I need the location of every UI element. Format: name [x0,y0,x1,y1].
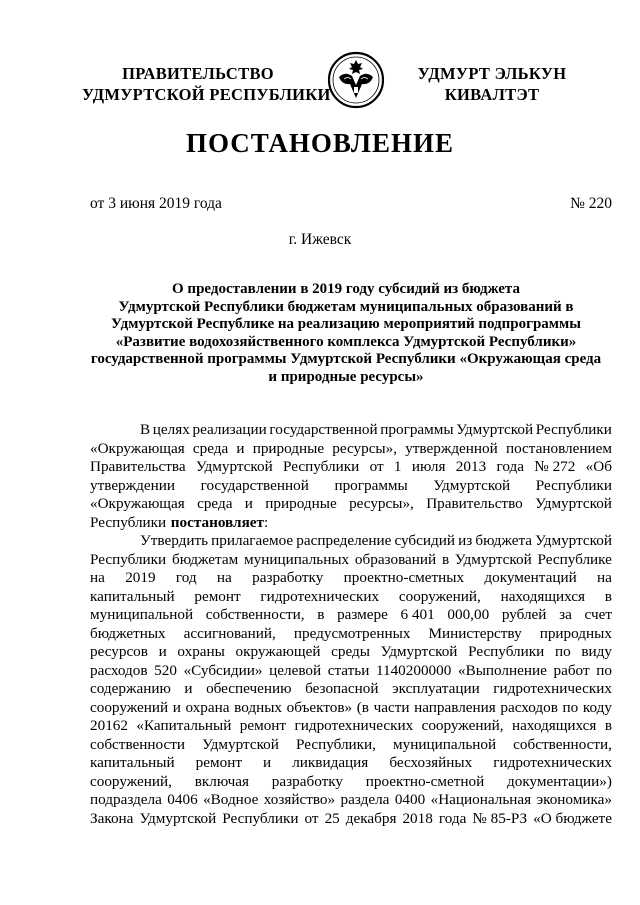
body-word: Республики [468,643,545,660]
body-word: эксплуатации [392,680,480,697]
body-word: работ [553,661,590,679]
body-word: рублей [501,606,547,623]
body-line [90,643,612,662]
body-word: бюджетам [171,550,239,568]
body-line [90,680,612,699]
body-word: подраздела [90,791,162,808]
subject-line: «Развитие водохозяйственного комплекса Удмуртской Республики» [115,333,577,350]
body-word: 6 401 [400,606,435,623]
body-word: сооружений, [90,772,172,790]
body-word: декабря [345,809,397,827]
body-word: раздела [340,791,390,808]
body-word: гидротехнических [493,680,612,697]
body-word: по [554,643,571,660]
body-word: муниципальной [90,606,194,623]
body-word: Республики [283,458,360,475]
body-line [90,440,612,459]
body-word: обеспечению [206,680,292,697]
body-word: ресурсы», [349,495,414,512]
body-word: и [244,495,253,512]
body-word: год [175,569,197,586]
body-word: 2019 [125,569,156,586]
body-line [90,588,612,607]
body-line [90,421,612,440]
body-word: Удмуртской [195,458,273,475]
body-line [90,625,612,644]
body-word: ремонт [194,587,241,605]
body-line [90,569,612,588]
body-line [90,551,612,570]
body-word: «Окружающая [90,439,185,457]
body-word: документаций [484,569,577,586]
body-word: расходов [500,698,558,716]
body-word: предусмотренных [293,624,411,642]
body-word: от [369,458,384,475]
body-word: ресурсы», [332,439,398,457]
body-line [90,791,612,810]
body-word: расходов [90,661,148,679]
government-name-udmurt [417,63,567,105]
government-name-line1: ПРАВИТЕЛЬСТВО [122,64,274,83]
body-word: программы [334,476,408,494]
body-word: охраны [177,643,225,660]
body-word: 1140200000 [375,661,452,679]
body-word: на [90,569,105,586]
body-word: проектно-сметной [365,772,485,790]
body-word: ремонт [195,754,242,771]
body-word: ликвидация [292,754,369,771]
government-name-line2: УДМУРТСКОЙ РЕСПУБЛИКИ [82,85,331,104]
body-word: В [140,421,151,438]
body-word: направления [414,698,496,716]
body-line [90,754,612,773]
body-line [90,810,612,829]
body-word: проектно-сметных [343,569,465,586]
body-word: сооружений, [398,587,481,605]
body-word: Удмуртской [535,495,612,512]
body-word: содержанию [90,680,171,697]
body-word: документации») [507,772,612,790]
body-word: в [604,717,612,734]
body-word: ресурсов [90,643,148,660]
body-word: «Выполнение [457,661,547,679]
body-word: охрана [185,698,230,716]
body-word: 25 [324,809,340,827]
body-word: Республики [90,550,167,568]
body-word: среда [197,495,233,512]
body-word: утвержденной [405,439,498,457]
body-line [90,699,612,718]
body-word: государственной [200,476,309,494]
body-word: окружающей [235,643,321,660]
body-word: прилагаемое [211,532,294,549]
body-word: Республики [222,809,299,827]
body-word: 20162 [90,717,128,734]
government-name-udmurt-line1: УДМУРТ ЭЛЬКУН [417,64,567,83]
body-word: и [158,643,167,660]
body-word: муниципальной [393,735,497,753]
body-word: «Водное [203,791,259,808]
subject-line: Удмуртской Республике на реализацию мероприятий подпрограммы [111,316,581,333]
body-word: собственности, [205,606,305,623]
body-word: за [559,606,572,623]
government-name-udmurt-line2: КИВАЛТЭТ [444,85,540,104]
body-word: в [317,606,325,623]
body-word: и [263,754,272,771]
body-word: Удмуртской [456,421,534,438]
body-word: коду [582,698,612,716]
body-line [90,736,612,755]
body-word: экономика» [536,791,612,808]
body-word: целевой [269,661,322,679]
subject-line: государственной программы Удмуртской Республики «Окружающая среда [90,351,602,368]
body-word: среды [331,643,370,660]
body-word: Удмуртской [454,550,532,568]
body-word: Удмуртской [433,476,511,494]
body-word: субсидий [394,532,456,549]
body-word: включая [194,772,249,790]
body-word: целях [152,421,190,438]
body-word: счет [584,606,612,623]
body-word: природные [252,439,325,457]
decree-keyword-text: постановляет [170,513,264,531]
body-word: Министерству [428,624,522,642]
body-word: и [236,439,245,457]
body-word: собственности, [513,735,612,753]
body-word: по [596,661,612,679]
body-word: гидротехнических [294,717,414,734]
body-word: муниципальных [243,550,350,568]
government-name-russian [82,63,331,105]
body-word: 520 [154,661,177,679]
body-word: 2018 [402,809,433,827]
body-line [90,662,612,681]
body-word: капитальный [90,754,175,771]
subject-line: Удмуртской Республики бюджетам муниципальных образований в [118,298,574,315]
subject-line: О предоставлении в 2019 году субсидий из бюджета [172,281,520,297]
body-line [90,773,612,792]
document-subject [84,281,608,387]
body-word: и [184,680,193,697]
body-word: государственной [269,421,378,438]
body-word: Республики [535,476,612,494]
body-word: (в [356,698,369,716]
body-word: на [216,569,232,586]
body-word: 0400 [394,791,426,808]
body-word: из [458,532,473,549]
udmurt-coat-of-arms-icon [327,51,385,109]
body-word: июля [411,458,446,475]
body-word: хозяйство» [263,791,336,808]
body-word: водных [234,698,283,716]
body-word: Правительство [426,495,523,512]
body-word: в [441,550,450,568]
body-word: года [438,809,467,827]
body-word: Республики, [295,735,376,753]
body-word: Республики [535,421,612,438]
body-word: по [562,698,579,716]
body-line [90,606,612,625]
body-word: и [172,698,181,716]
body-word: № 85-РЗ [472,809,528,827]
body-line [90,717,612,736]
body-word: находящихся [500,587,586,605]
body-word: года [496,458,524,475]
document-number: № 220 [570,195,612,212]
body-word: части [373,698,410,716]
body-word: распределение [296,532,392,549]
body-word: «Окружающая [90,495,185,512]
subject-line: и природные ресурсы» [268,368,424,385]
body-word: реализации [192,421,267,438]
body-word: «Национальная [430,791,532,808]
body-word: Удмуртской [202,735,279,753]
body-line [90,477,612,496]
body-word: 1 [393,458,402,475]
body-word: ремонт [239,717,287,734]
body-word: «Капитальный [136,717,232,734]
body-word: размере [337,606,388,623]
body-word: от [304,809,319,827]
body-word: 0406 [167,791,198,808]
body-word: разработку [252,569,324,586]
body-word: бюджетных [90,624,166,642]
body-word: утверждении [90,476,175,494]
body-line [90,495,612,514]
body-word: безопасной [305,680,379,697]
body-word: статьи [327,661,370,679]
body-word: бесхозяйных [389,754,473,771]
body-word: «Об [585,458,612,475]
body-word: 000,00 [447,606,490,623]
body-word: природные [265,495,337,512]
body-line [90,532,612,551]
body-word: 2013 [455,458,487,475]
document-city: г. Ижевск [288,231,352,248]
body-line [90,514,612,533]
body-word: ассигнований, [183,624,276,642]
body-word: постановлением [505,439,612,457]
colon: : [263,513,269,531]
body-word: гидротехнических [260,587,380,605]
document-body [90,421,612,828]
body-word: природных [539,624,612,642]
decree-keyword [171,514,268,533]
body-word: сооружений, [421,717,504,734]
body-word: разработку [271,772,343,790]
body-word: «Субсидии» [183,661,263,679]
body-word: Закона [90,809,134,827]
body-word: на [597,569,612,586]
body-word: объектов» [286,698,353,716]
body-word: гидротехнических [493,754,612,771]
body-word: Республике [537,550,612,568]
body-word: среда [192,439,229,457]
body-word: Утвердить [140,532,209,549]
body-word: Удмуртской [380,643,458,660]
body-word: собственности [90,735,185,753]
body-word: Удмуртской [535,532,612,549]
body-word: Удмуртской [139,809,217,827]
body-word: «О бюджете [533,809,612,827]
body-word: капитальный [90,587,175,605]
document-title: ПОСТАНОВЛЕНИЕ [185,128,455,158]
body-word: № 272 [534,458,576,475]
body-word: программы [380,421,454,438]
body-word: виду [581,643,612,660]
body-line [90,458,612,477]
body-word: Правительства [90,458,186,475]
body-text-fragment: Республики [90,513,167,531]
body-word: образований [354,550,437,568]
body-word: сооружений [90,698,169,716]
body-word: находящихся [511,717,597,734]
body-word: в [604,587,612,605]
body-word: бюджета [475,532,533,549]
document-date: от 3 июня 2019 года [90,195,222,212]
